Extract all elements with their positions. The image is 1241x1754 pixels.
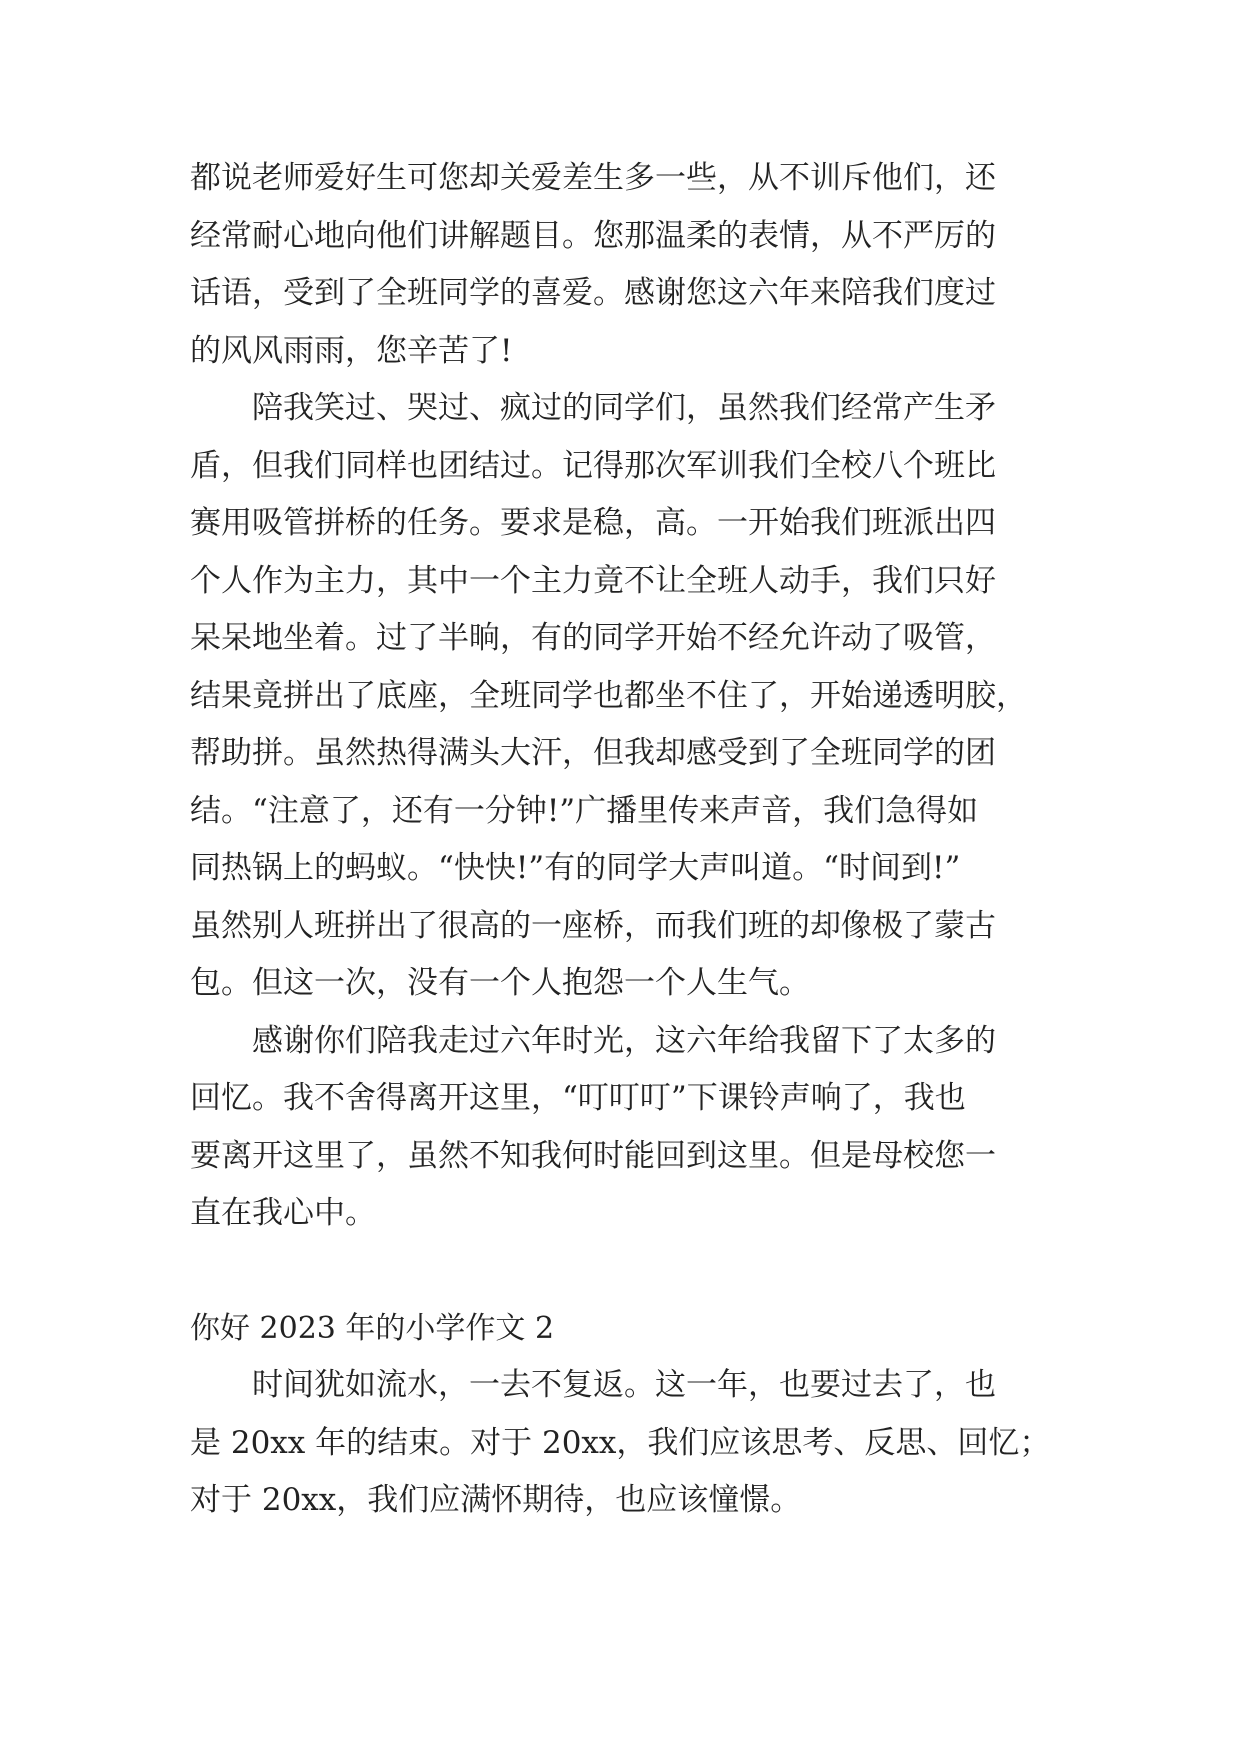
paragraph-2: 陪我笑过、哭过、疯过的同学们，虽然我们经常产生矛 盾，但我们同样也团结过。记得那次军训我们全校八个班比 赛用吸管拼桥的任务。要求是稳，高。一开始我们班派出四 个人作为主力，其中一个主力竟不让全班人动手，我们只好 呆呆地坐着。过了半晌，有的同学开始不经允许动了吸管， 结果竟拼出了底座，全班同学也都坐不住了，开始递透明胶， 帮助拼。虽然热得满头大汗，但我却感受到了全班同学的团 结。“注意了，还有一分钟!”广播里传来声音，我们急得如 同热锅上的蚂蚁。“快快!”有的同学大声叫道。“时间到!” 虽然别人班拼出了很高的一座桥，而我们班的却像极了蒙古 包。但这一次，没有一个人抱怨一个人生气。 xyxy=(190,390,1027,1001)
paragraph-3: 感谢你们陪我走过六年时光，这六年给我留下了太多的 回忆。我不舍得离开这里，“叮叮叮”下课铃声响了，我也 要离开这里了，虽然不知我何时能回到这里。但是母校您一 直在我心中。 xyxy=(190,1022,996,1231)
paragraph-4: 时间犹如流水，一去不复返。这一年，也要过去了，也 是 20xx 年的结束。对于 20xx，我们应该思考、反思、回忆； 对于 20xx，我们应满怀期待，也应该憧憬。 xyxy=(190,1367,1051,1518)
section-heading: 你好 2023 年的小学作文 2 xyxy=(190,1310,555,1346)
paragraph-1: 都说老师爱好生可您却关爱差生多一些，从不训斥他们，还 经常耐心地向他们讲解题目。您那温柔的表情，从不严厉的 话语，受到了全班同学的喜爱。感谢您这六年来陪我们度过 的风风雨雨，您辛苦了! xyxy=(190,160,996,369)
document-page xyxy=(190,150,1060,1530)
